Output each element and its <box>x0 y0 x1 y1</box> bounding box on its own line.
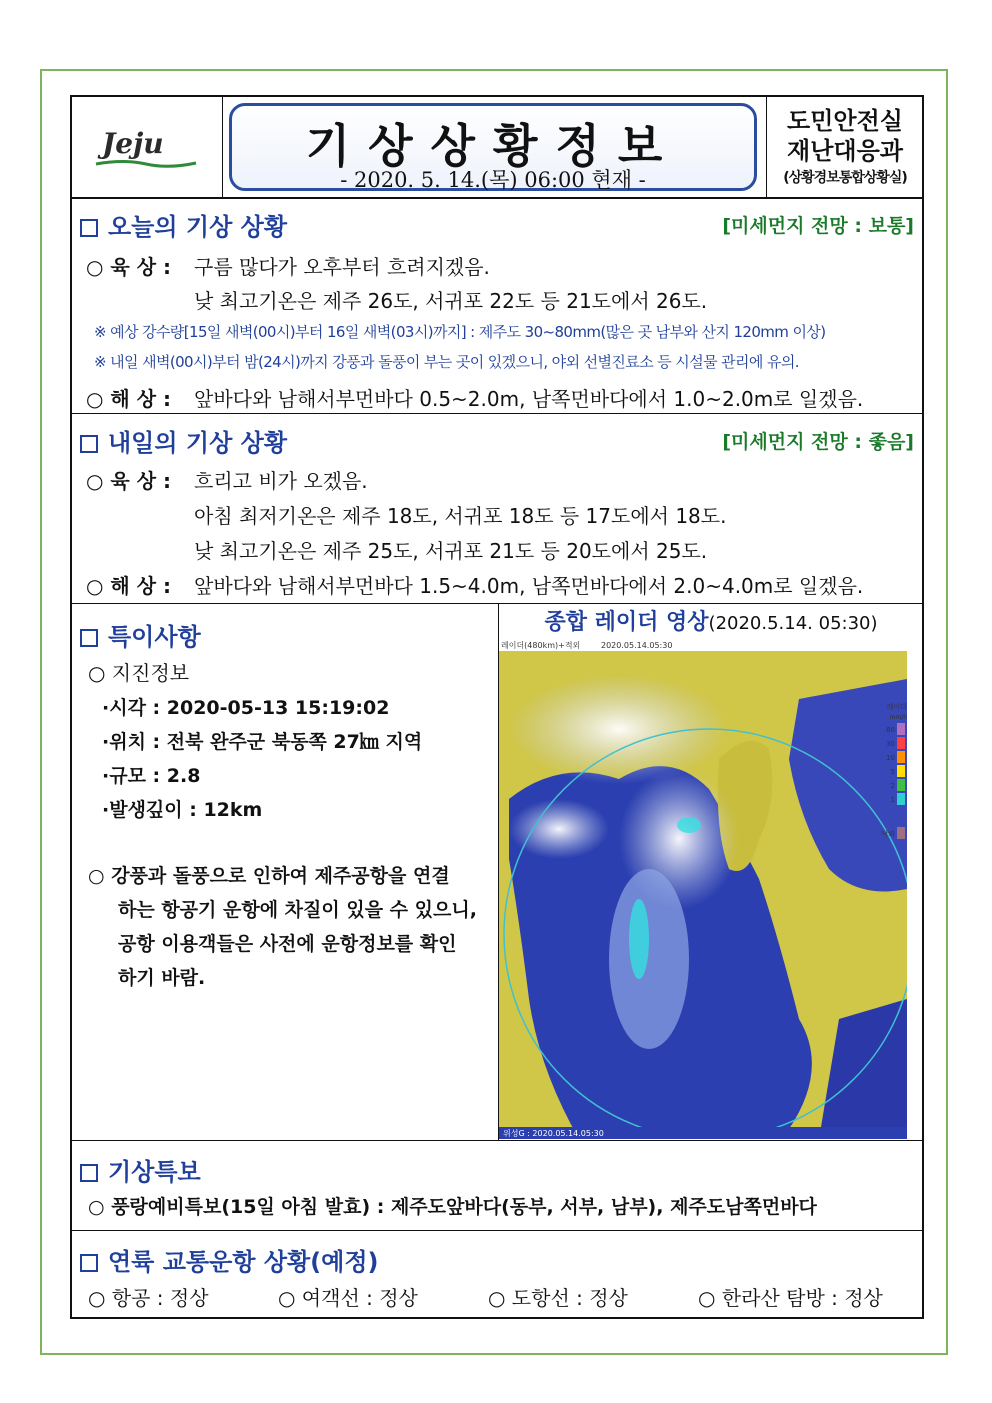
tomorrow-sea-line: 앞바다와 남해서부먼바다 1.5~4.0m, 남쪽먼바다에서 2.0~4.0m로 일겠음. <box>194 574 864 598</box>
bulletin-document <box>70 95 924 1319</box>
radar-header-left: 레이더(480km)+적외 <box>501 641 581 650</box>
radar-column <box>498 603 923 1140</box>
legend-value-label: 60 <box>886 726 895 734</box>
radar-title <box>499 605 923 636</box>
wind-notice-line2: 하는 항공기 운항에 차질이 있을 수 있으니, <box>118 899 477 921</box>
division-name: 재난대응과 <box>787 137 903 165</box>
today-weather-section <box>72 197 922 414</box>
tomorrow-land-line1: 흐리고 비가 오겠음. <box>194 469 368 493</box>
today-heading-text: 오늘의 기상 상황 <box>108 213 287 241</box>
today-land-line1: 구름 많다가 오후부터 흐려지겠음. <box>194 255 490 279</box>
rainfall-note: ※ 예상 강수량[15일 새벽(00시)부터 16일 새벽(03시)까지] : 제주도 30~80mm(많은 곳 남부와 산지 120mm 이상) <box>94 323 826 341</box>
legend-unit: mm/h <box>889 714 907 721</box>
wind-notice-line3: 공항 이용객들은 사전에 운항정보를 확인 <box>118 933 457 955</box>
land-label: ○ 육 상 : <box>86 255 171 279</box>
today-land-line2: 낮 최고기온은 제주 26도, 서귀포 22도 등 21도에서 26도. <box>194 289 708 313</box>
tomorrow-weather-section <box>72 413 922 604</box>
island-ferry-status: ○ 도항선 : 정상 <box>488 1286 628 1310</box>
warning-heading-text: 기상특보 <box>108 1158 201 1186</box>
warning-detail: ○ 풍랑예비특보(15일 아침 발효) : 제주도앞바다(동부, 서부, 남부), 제주도남쪽먼바다 <box>88 1196 817 1218</box>
section-heading <box>80 423 287 458</box>
jeju-logo: Jeju <box>102 127 164 160</box>
checkbox-square-icon <box>80 1254 98 1272</box>
land-label: ○ 육 상 : <box>86 469 171 493</box>
traffic-heading-text: 연륙 교통운항 상황(예정) <box>108 1248 379 1276</box>
traffic-status-section <box>72 1230 922 1319</box>
composite-radar-image <box>499 639 907 1139</box>
special-and-radar-section <box>72 603 922 1141</box>
wind-notice-line4: 하기 바람. <box>118 967 206 989</box>
radar-footer: 위성G : 2020.05.14.05:30 <box>503 1129 604 1138</box>
hallasan-status: ○ 한라산 탐방 : 정상 <box>698 1286 883 1310</box>
wind-notice-line1: ○ 강풍과 돌풍으로 인하여 제주공항을 연결 <box>88 865 450 887</box>
title-box <box>229 103 757 191</box>
tomorrow-heading-text: 내일의 기상 상황 <box>108 429 287 457</box>
report-datetime: - 2020. 5. 14.(목) 06:00 현재 - <box>340 168 646 192</box>
earthquake-time: ·시각 : 2020-05-13 15:19:02 <box>102 697 390 719</box>
sea-label: ○ 해 상 : <box>86 574 171 598</box>
radar-header-right: 2020.05.14.05:30 <box>601 641 673 650</box>
legend-value-label: 10 <box>886 754 895 762</box>
earthquake-location: ·위치 : 전북 완주군 북동쪽 27㎞ 지역 <box>102 731 423 753</box>
page-title: 기상상황정보 <box>305 119 681 173</box>
office-name: (상황경보통합상황실) <box>783 170 907 186</box>
tomorrow-land-line3: 낮 최고기온은 제주 25도, 서귀포 21도 등 20도에서 25도. <box>194 539 708 563</box>
section-heading <box>80 207 287 242</box>
department-cell <box>766 97 923 197</box>
legend-value-label: 30 <box>886 740 895 748</box>
earthquake-info-title: ○ 지진정보 <box>88 661 190 685</box>
bulletin-header <box>72 97 922 199</box>
section-heading <box>80 1242 379 1277</box>
wind-caution-note: ※ 내일 새벽(00시)부터 밤(24시)까지 강풍과 돌풍이 부는 곳이 있겠으니, 야외 선별진료소 등 시설물 관리에 유의. <box>94 353 799 371</box>
sea-label: ○ 해 상 : <box>86 387 171 411</box>
earthquake-depth: ·발생깊이 : 12km <box>102 799 263 821</box>
fine-dust-outlook: [미세먼지 전망 : 보통] <box>722 215 914 237</box>
checkbox-square-icon <box>80 435 98 453</box>
today-sea-line: 앞바다와 남해서부먼바다 0.5~2.0m, 남쪽먼바다에서 1.0~2.0m로 일겠음. <box>194 387 864 411</box>
legend-value-label: 2 <box>890 782 895 790</box>
radar-title-text: 종합 레이더 영상 <box>544 610 709 635</box>
fine-dust-outlook: [미세먼지 전망 : 좋음] <box>722 431 914 453</box>
radar-timestamp: (2020.5.14. 05:30) <box>708 613 878 634</box>
earthquake-magnitude: ·규모 : 2.8 <box>102 765 201 787</box>
section-heading <box>80 617 201 652</box>
ferry-status: ○ 여객선 : 정상 <box>278 1286 418 1310</box>
logo-swoosh-icon <box>94 159 198 169</box>
tomorrow-land-line2: 아침 최저기온은 제주 18도, 서귀포 18도 등 17도에서 18도. <box>194 504 727 528</box>
section-heading <box>80 1152 201 1187</box>
department-name: 도민안전실 <box>787 107 903 135</box>
special-heading-text: 특이사항 <box>108 623 201 651</box>
legend-value-label: 5 <box>890 768 895 776</box>
checkbox-square-icon <box>80 1164 98 1182</box>
logo-cell <box>72 97 223 197</box>
weather-warning-section <box>72 1140 922 1231</box>
checkbox-square-icon <box>80 629 98 647</box>
legend-title: 레이더 <box>886 703 907 711</box>
legend-lightning-label: 낙뢰 <box>881 830 895 838</box>
legend-value-label: 1 <box>890 796 895 804</box>
checkbox-square-icon <box>80 219 98 237</box>
air-status: ○ 항공 : 정상 <box>88 1286 209 1310</box>
